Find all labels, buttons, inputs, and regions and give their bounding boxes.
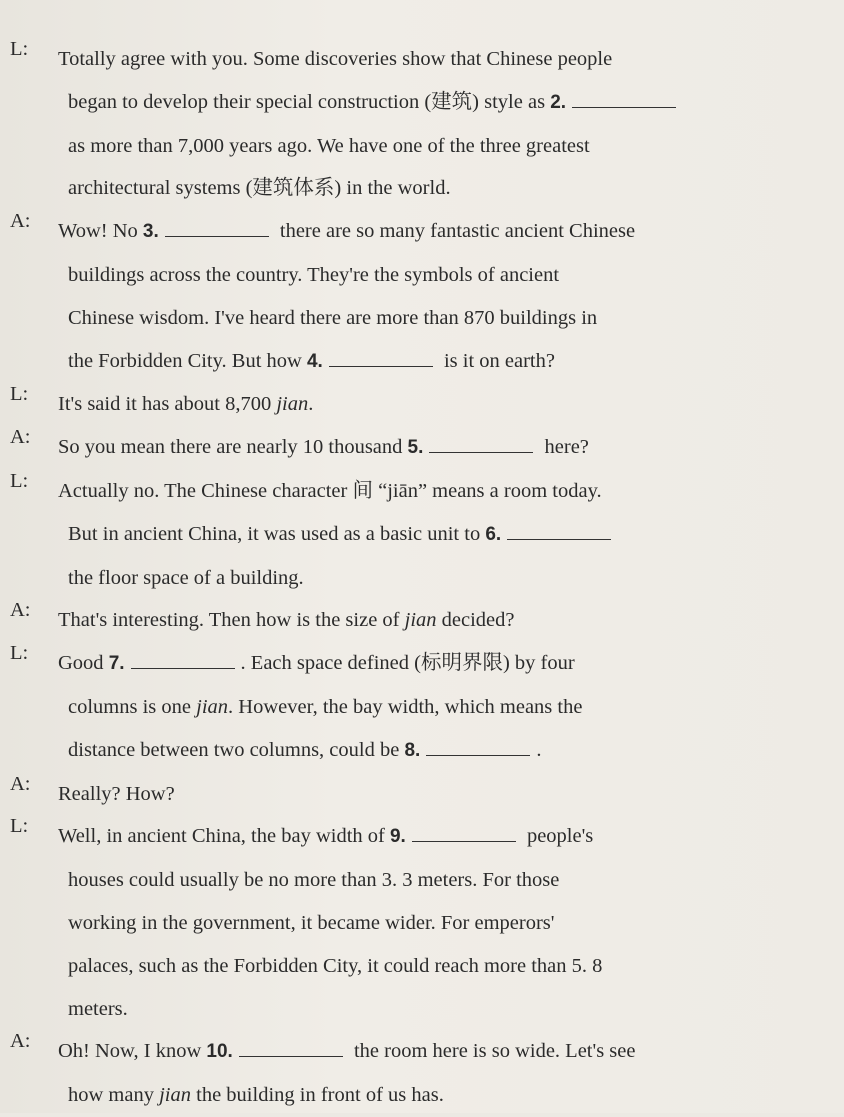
text-run: houses could usually be no more than 3. 3 meters. For those	[68, 869, 560, 892]
answer-blank[interactable]	[429, 434, 533, 453]
speaker-label: A:	[10, 1030, 31, 1053]
text-line	[58, 38, 682, 81]
answer-blank[interactable]	[131, 650, 235, 669]
italic-term: jian	[404, 609, 437, 632]
text-run: decided?	[436, 609, 515, 632]
speaker-label: A:	[10, 599, 31, 622]
text-run: the Forbidden City. But how	[68, 349, 307, 372]
italic-term: jian	[276, 393, 309, 416]
text-line	[68, 902, 602, 945]
text-line	[68, 297, 635, 340]
text-run: Wow! No	[58, 220, 143, 243]
text-line	[68, 729, 582, 773]
speaker-label: A:	[10, 426, 31, 449]
answer-blank[interactable]	[426, 737, 530, 756]
dialogue-turn	[0, 38, 844, 210]
dialogue-turn	[0, 383, 844, 426]
answer-blank[interactable]	[412, 823, 516, 842]
speaker-label: L:	[10, 815, 29, 838]
text-line	[68, 125, 682, 168]
text-run: .	[308, 393, 314, 416]
text-line	[58, 426, 589, 470]
text-line	[68, 1074, 635, 1117]
speaker-label: A:	[10, 210, 31, 233]
text-run: there are so many fantastic ancient Chinese	[274, 220, 636, 243]
question-number: 9.	[389, 826, 406, 848]
answer-blank[interactable]	[329, 348, 433, 367]
text-run: the room here is so wide. Let's see	[348, 1040, 636, 1063]
question-number: 3.	[142, 221, 159, 243]
text-run: the floor space of a building.	[68, 566, 304, 589]
text-line	[58, 642, 582, 686]
dialogue-turn	[0, 773, 844, 816]
turn-text	[58, 38, 682, 210]
answer-blank[interactable]	[572, 89, 676, 108]
text-line	[58, 599, 515, 642]
speaker-label: L:	[10, 642, 29, 665]
text-line	[68, 859, 602, 902]
answer-blank[interactable]	[165, 218, 269, 237]
dialogue-turn	[0, 642, 844, 772]
question-number: 6.	[485, 523, 502, 545]
text-line	[58, 383, 313, 426]
text-run: Oh! Now, I know	[58, 1040, 207, 1063]
turn-text	[58, 470, 617, 599]
text-run: here?	[539, 436, 589, 459]
question-number: 4.	[306, 350, 323, 372]
turn-text	[58, 599, 515, 642]
text-run: . Each space defined (标明界限) by four	[240, 652, 575, 675]
text-run: Well, in ancient China, the bay width of	[58, 825, 390, 848]
question-number: 10.	[206, 1041, 233, 1063]
italic-term: jian	[159, 1084, 192, 1107]
dialogue-turn	[0, 815, 844, 1030]
text-run: columns is one	[68, 695, 197, 718]
turn-text	[58, 210, 636, 383]
text-line	[68, 557, 617, 600]
answer-blank[interactable]	[239, 1038, 343, 1057]
text-run: palaces, such as the Forbidden City, it could reach more than 5. 8	[68, 954, 603, 977]
text-run: how many	[68, 1084, 160, 1107]
text-run: But in ancient China, it was used as a basic unit to	[68, 522, 486, 545]
text-line	[58, 210, 635, 254]
text-run: architectural systems (建筑体系) in the world.	[68, 177, 451, 200]
text-run: people's	[521, 825, 594, 848]
text-run: .	[536, 738, 542, 761]
text-run: Actually no. The Chinese character 间 “jiān” means a room today.	[58, 479, 602, 502]
text-run: began to develop their special construction (建筑) style as	[68, 90, 551, 113]
turn-text	[58, 426, 589, 470]
text-run: is it on earth?	[438, 349, 555, 372]
text-line	[68, 340, 635, 384]
text-run: buildings across the country. They're the symbols of ancient	[68, 263, 560, 286]
speaker-label: L:	[10, 38, 29, 60]
text-run: as more than 7,000 years ago. We have one of the three greatest	[68, 134, 590, 157]
text-run: . However, the bay width, which means the	[228, 695, 583, 718]
text-run: working in the government, it became wider. For emperors'	[68, 911, 555, 934]
dialogue-turn	[0, 599, 844, 642]
italic-term: jian	[196, 695, 229, 718]
text-line	[58, 470, 617, 513]
text-run: distance between two columns, could be	[68, 738, 405, 761]
text-line	[68, 513, 617, 557]
text-line	[58, 773, 175, 816]
turn-text	[58, 1030, 636, 1117]
text-line	[68, 945, 602, 988]
dialogue-turn	[0, 426, 844, 470]
text-run: the building in front of us has.	[191, 1084, 444, 1107]
dialogue-turn	[0, 1030, 844, 1117]
text-run: Totally agree with you. Some discoveries show that Chinese people	[58, 48, 613, 70]
dialogue-turn	[0, 470, 844, 599]
text-run: Chinese wisdom. I've heard there are more than 870 buildings in	[68, 306, 598, 329]
text-run: That's interesting. Then how is the size of	[58, 609, 405, 632]
text-run: Really? How?	[58, 782, 175, 805]
turn-text	[58, 642, 583, 772]
text-line	[58, 815, 602, 859]
speaker-label: L:	[10, 383, 29, 406]
turn-text	[58, 815, 603, 1030]
text-line	[68, 988, 602, 1031]
answer-blank[interactable]	[507, 521, 611, 540]
text-run: Good	[58, 652, 109, 675]
dialogue-turn	[0, 210, 844, 383]
turn-text	[58, 383, 314, 426]
text-run: It's said it has about 8,700	[58, 393, 277, 416]
speaker-label: L:	[10, 469, 29, 492]
question-number: 2.	[550, 91, 567, 113]
question-number: 5.	[407, 437, 424, 459]
text-line	[68, 686, 582, 729]
text-line	[68, 254, 635, 297]
text-line	[68, 167, 682, 210]
text-line	[68, 81, 682, 125]
text-run: meters.	[68, 997, 128, 1020]
turn-text	[58, 773, 175, 816]
dialogue	[0, 38, 844, 1117]
text-run: So you mean there are nearly 10 thousand	[58, 436, 408, 459]
text-line	[58, 1030, 635, 1074]
speaker-label: A:	[10, 772, 31, 795]
question-number: 8.	[404, 739, 421, 761]
question-number: 7.	[108, 653, 125, 675]
